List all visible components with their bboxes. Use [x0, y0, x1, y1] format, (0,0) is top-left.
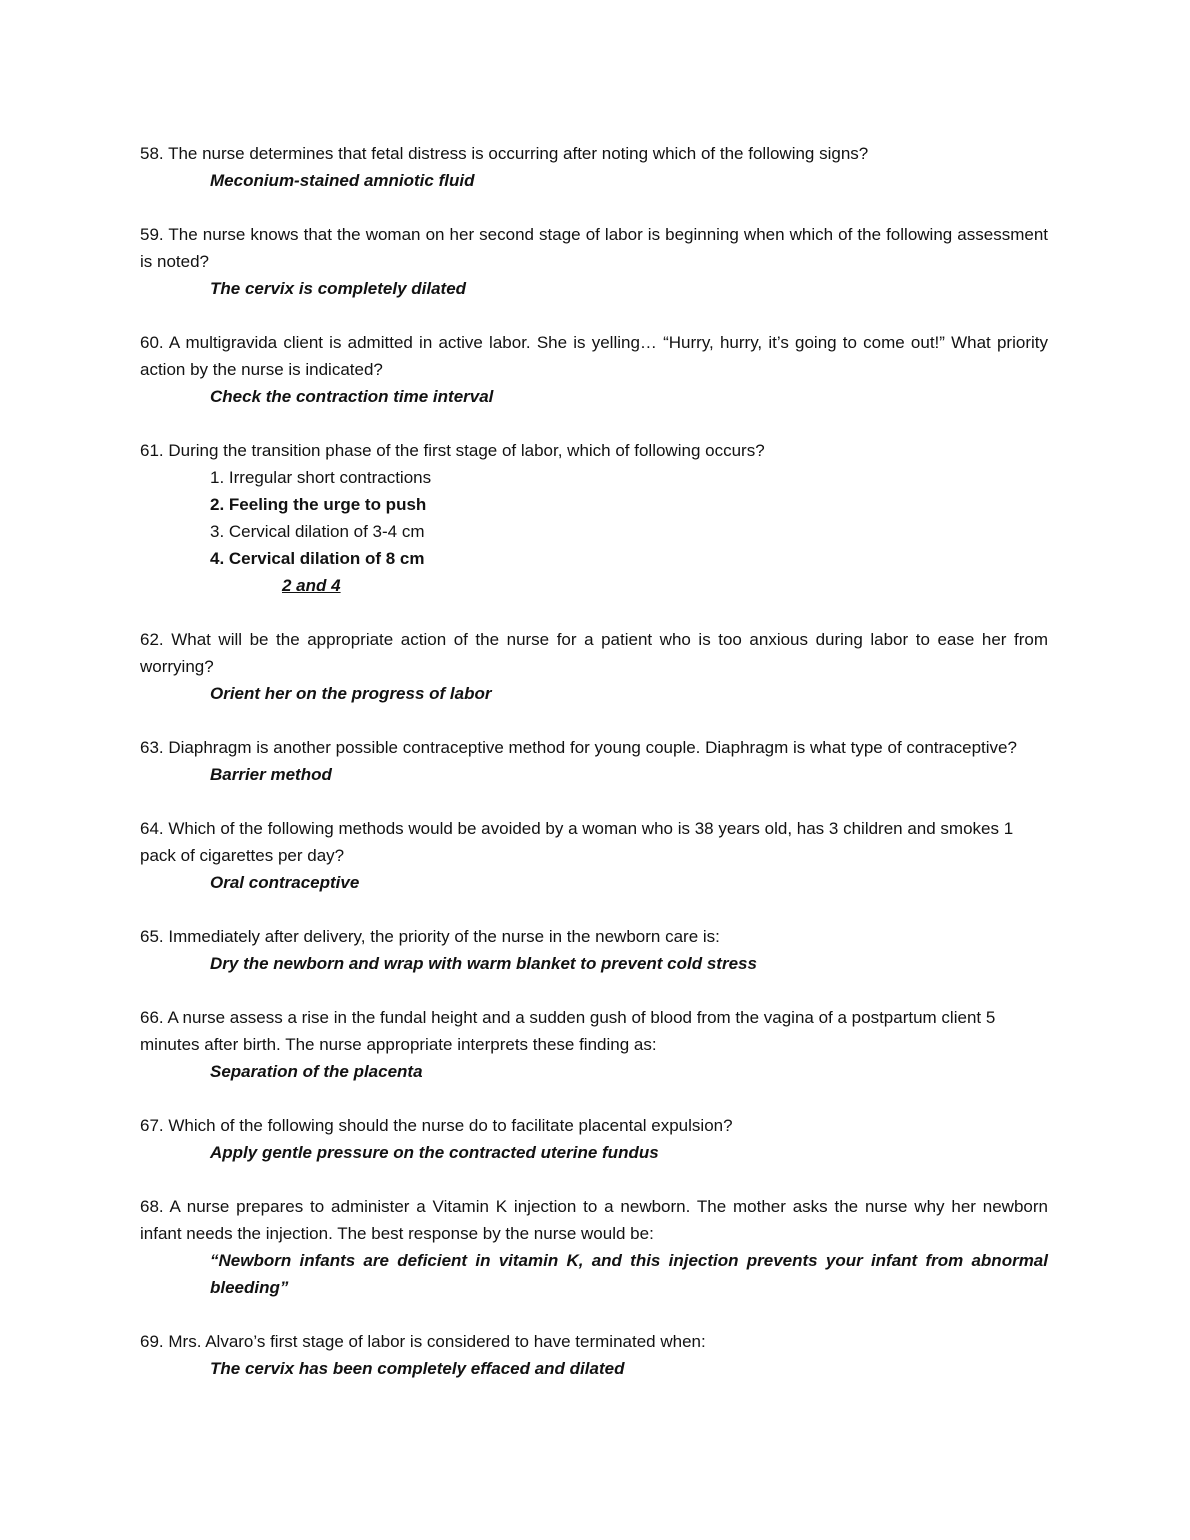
question-number: 61.	[140, 441, 164, 460]
question-61	[140, 437, 1048, 599]
question-number: 66.	[140, 1008, 164, 1027]
answer-text: Check the contraction time interval	[210, 387, 494, 406]
question-58	[140, 140, 1048, 194]
question-number: 68.	[140, 1197, 164, 1216]
question-number: 64.	[140, 819, 164, 838]
question-text	[140, 329, 1048, 383]
question-69	[140, 1328, 1048, 1382]
question-body: Diaphragm is another possible contraceptive method for young couple. Diaphragm is what type of contraceptive?	[168, 738, 1017, 757]
option-list	[140, 464, 1048, 572]
option-3: 3. Cervical dilation of 3-4 cm	[210, 522, 425, 541]
question-64	[140, 815, 1048, 896]
question-body: Which of the following should the nurse do to facilitate placental expulsion?	[168, 1116, 733, 1135]
question-65	[140, 923, 1048, 977]
question-number: 69.	[140, 1332, 164, 1351]
question-body: Mrs. Alvaro’s first stage of labor is considered to have terminated when:	[168, 1332, 706, 1351]
question-text	[140, 1004, 1048, 1058]
option-1: 1. Irregular short contractions	[210, 468, 432, 487]
question-68	[140, 1193, 1048, 1301]
answer-text: 2 and 4	[282, 576, 341, 595]
question-60	[140, 329, 1048, 410]
answer-text: Separation of the placenta	[210, 1062, 423, 1081]
question-number: 65.	[140, 927, 164, 946]
question-body: A nurse assess a rise in the fundal height and a sudden gush of blood from the vagina of a postpartum client 5 minutes after birth. The nurse appropriate interprets these finding as:	[140, 1008, 996, 1054]
question-text	[140, 221, 1048, 275]
answer-text: The cervix has been completely effaced and dilated	[210, 1359, 625, 1378]
question-number: 60.	[140, 333, 164, 352]
answer-text: “Newborn infants are deficient in vitamin K, and this injection prevents your infant from abnormal bleeding”	[210, 1251, 1048, 1297]
question-number: 62.	[140, 630, 164, 649]
question-number: 58.	[140, 144, 164, 163]
question-body: The nurse knows that the woman on her second stage of labor is beginning when which of the following assessment is noted?	[140, 225, 1048, 271]
question-number: 67.	[140, 1116, 164, 1135]
option-4: 4. Cervical dilation of 8 cm	[210, 549, 425, 568]
question-body: Which of the following methods would be avoided by a woman who is 38 years old, has 3 children and smokes 1 pack of cigarettes per day?	[140, 819, 1014, 865]
question-text	[140, 626, 1048, 680]
question-number: 59.	[140, 225, 164, 244]
question-text	[140, 1112, 1048, 1139]
answer-text: Oral contraceptive	[210, 873, 360, 892]
question-text	[140, 1328, 1048, 1355]
question-body: A nurse prepares to administer a Vitamin K injection to a newborn. The mother asks the nurse why her newborn infant needs the injection. The best response by the nurse would be:	[140, 1197, 1048, 1243]
question-59	[140, 221, 1048, 302]
question-body: A multigravida client is admitted in active labor. She is yelling… “Hurry, hurry, it’s going to come out!” What priority action by the nurse is indicated?	[140, 333, 1048, 379]
question-62	[140, 626, 1048, 707]
question-67	[140, 1112, 1048, 1166]
answer-text: Meconium-stained amniotic fluid	[210, 171, 475, 190]
question-66	[140, 1004, 1048, 1085]
answer-text: Barrier method	[210, 765, 332, 784]
question-body: During the transition phase of the first stage of labor, which of following occurs?	[168, 441, 765, 460]
question-text	[140, 140, 1048, 167]
question-number: 63.	[140, 738, 164, 757]
question-63	[140, 734, 1048, 788]
answer-text: The cervix is completely dilated	[210, 279, 467, 298]
question-text	[140, 815, 1048, 869]
question-text	[140, 734, 1048, 761]
option-2: 2. Feeling the urge to push	[210, 495, 427, 514]
question-body: What will be the appropriate action of the nurse for a patient who is too anxious during labor to ease her from worrying?	[140, 630, 1048, 676]
answer-text: Apply gentle pressure on the contracted uterine fundus	[210, 1143, 659, 1162]
question-body: The nurse determines that fetal distress is occurring after noting which of the following signs?	[168, 144, 869, 163]
question-text	[140, 1193, 1048, 1247]
question-text	[140, 437, 1048, 464]
question-body: Immediately after delivery, the priority of the nurse in the newborn care is:	[168, 927, 720, 946]
answer-text: Orient her on the progress of labor	[210, 684, 492, 703]
answer-text: Dry the newborn and wrap with warm blanket to prevent cold stress	[210, 954, 757, 973]
question-text	[140, 923, 1048, 950]
